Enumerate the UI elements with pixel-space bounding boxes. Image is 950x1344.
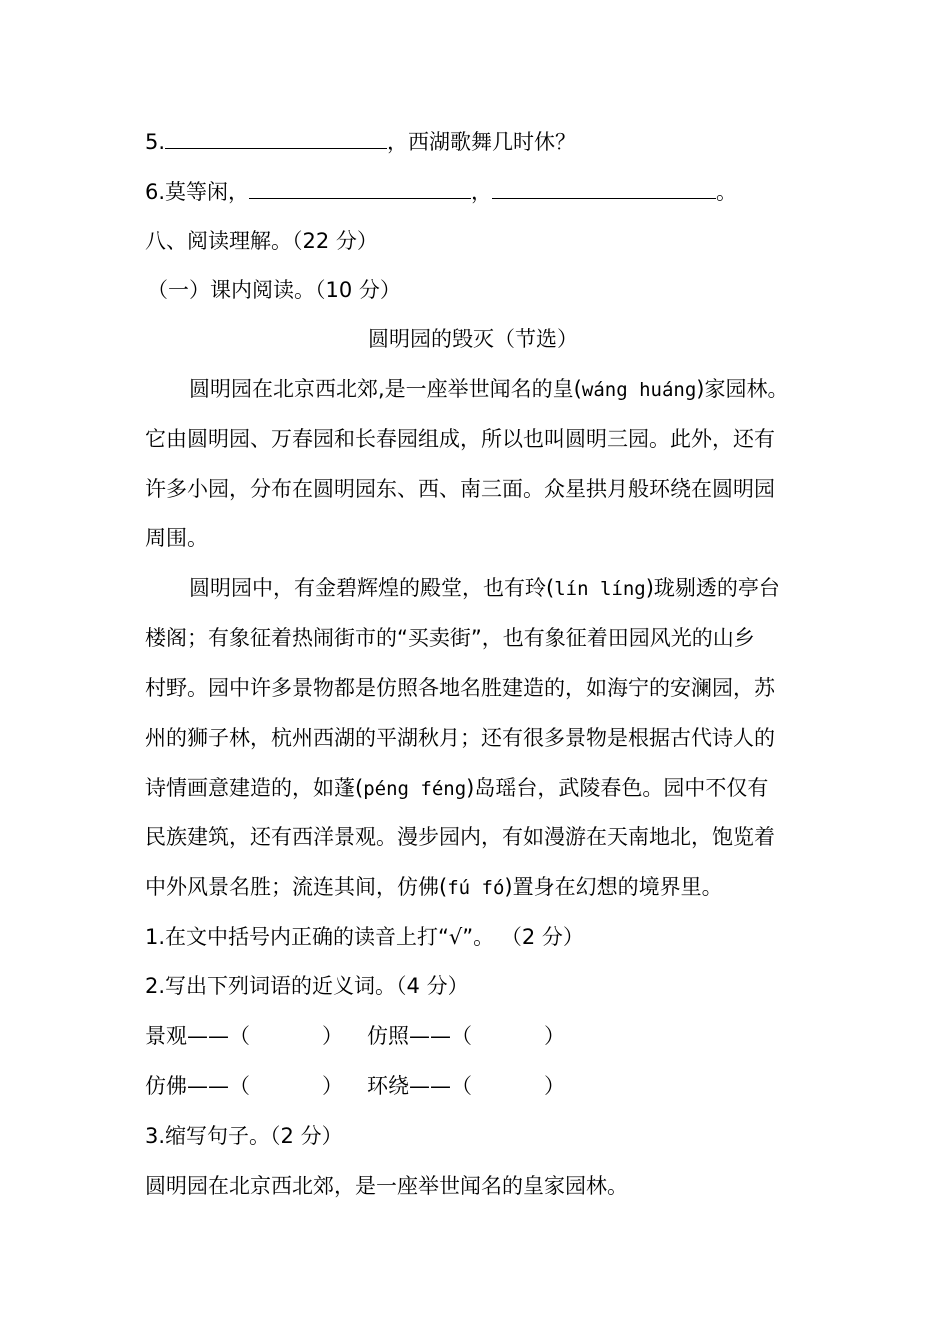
passage-text: 中外风景名胜；流连其间，仿佛( <box>145 875 448 899</box>
q5-answer-blank[interactable] <box>165 126 387 149</box>
pinyin-choice: fú fó <box>447 877 505 899</box>
synonym-close: ） <box>544 1074 565 1098</box>
passage-text: 诗情画意建造的，如蓬( <box>145 776 364 800</box>
synonym-prompt <box>367 1071 565 1101</box>
passage-text: 圆明园中，有金碧辉煌的殿堂，也有玲( <box>189 576 555 600</box>
passage-text: )珑剔透的亭台 <box>645 576 780 600</box>
question-3: 3.缩写句子。（2 分） <box>145 1124 343 1148</box>
q5-number: 5. <box>145 130 166 154</box>
passage-line: 周围。 <box>145 526 208 550</box>
q5-text: ，西湖歌舞几时休？ <box>387 130 577 154</box>
synonym-prompt <box>145 1071 367 1101</box>
passage-line <box>189 374 788 405</box>
question-3-sentence: 圆明园在北京西北郊，是一座举世闻名的皇家园林。 <box>145 1174 628 1198</box>
passage-line <box>189 573 780 604</box>
synonym-close: ） <box>322 1074 343 1098</box>
passage-text: 圆明园在北京西北郊,是一座举世闻名的皇( <box>189 377 582 401</box>
fill-blank-q5 <box>145 126 576 157</box>
passage-line: 州的狮子林，杭州西湖的平湖秋月；还有很多景物是根据古代诗人的 <box>145 726 775 750</box>
synonym-word: 仿佛——（ <box>145 1074 250 1098</box>
passage-line: 楼阁；有象征着热闹街市的“买卖街”，也有象征着田园风光的山乡 <box>145 626 755 650</box>
passage-line <box>145 773 768 804</box>
passage-line: 它由圆明园、万春园和长春园组成，所以也叫圆明三园。此外，还有 <box>145 427 775 451</box>
q6-end: 。 <box>716 180 738 204</box>
passage-line: 许多小园，分布在圆明园东、西、南三面。众星拱月般环绕在圆明园 <box>145 477 775 501</box>
synonym-row <box>145 1071 565 1101</box>
fill-blank-q6 <box>145 176 737 207</box>
q6-middle: ， <box>471 180 493 204</box>
synonym-close: ） <box>322 1024 343 1048</box>
passage-line <box>145 872 723 903</box>
pinyin-choice: péng féng <box>363 778 467 800</box>
section-heading: 八、阅读理解。（22 分） <box>145 229 378 253</box>
q6-answer-blank-2[interactable] <box>492 176 716 199</box>
synonym-word: 环绕——（ <box>367 1074 472 1098</box>
q6-answer-blank-1[interactable] <box>249 176 471 199</box>
passage-text: )置身在幻想的境界里。 <box>504 875 723 899</box>
synonym-prompt <box>145 1021 367 1051</box>
synonym-word: 景观——（ <box>145 1024 250 1048</box>
synonym-close: ） <box>544 1024 565 1048</box>
subsection-heading: （一）课内阅读。（10 分） <box>147 278 401 302</box>
question-1: 1.在文中括号内正确的读音上打“√”。 （2 分） <box>145 925 584 949</box>
pinyin-choice: wáng huáng <box>581 379 697 401</box>
passage-text: )岛瑶台，武陵春色。园中不仅有 <box>466 776 769 800</box>
synonym-word: 仿照——（ <box>367 1024 472 1048</box>
q6-prefix: 6.莫等闲， <box>145 180 250 204</box>
passage-line: 村野。园中许多景物都是仿照各地名胜建造的，如海宁的安澜园，苏 <box>145 676 775 700</box>
passage-title: 圆明园的毁灭（节选） <box>368 327 578 351</box>
question-2: 2.写出下列词语的近义词。（4 分） <box>145 974 469 998</box>
passage-line: 民族建筑，还有西洋景观。漫步园内，有如漫游在天南地北，饱览着 <box>145 825 775 849</box>
synonym-prompt <box>367 1021 565 1051</box>
pinyin-choice: lín líng <box>554 578 646 600</box>
passage-text: )家园林。 <box>696 377 789 401</box>
synonym-row <box>145 1021 565 1051</box>
